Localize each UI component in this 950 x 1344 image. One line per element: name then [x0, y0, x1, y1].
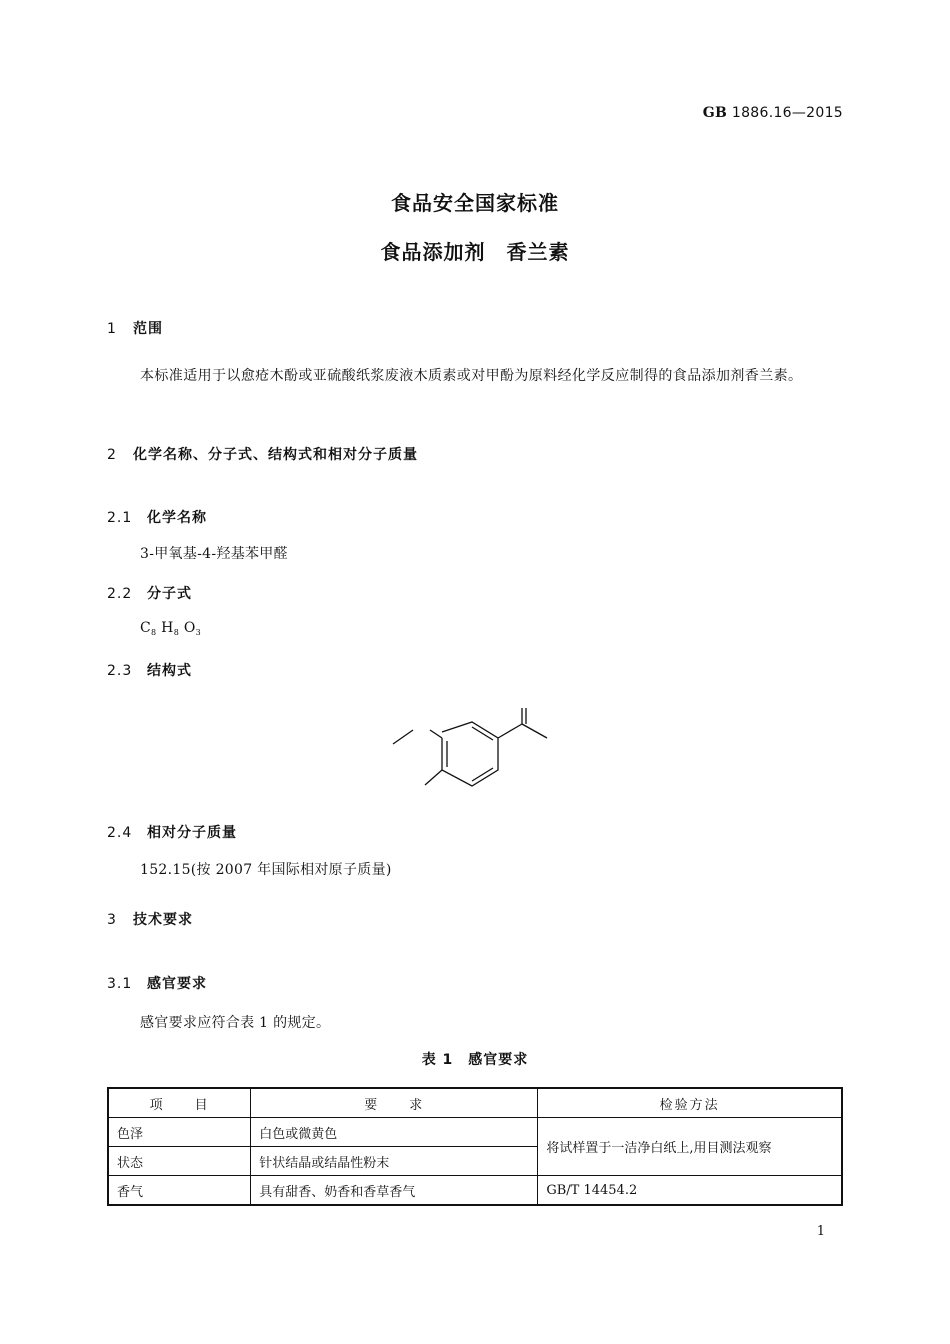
standard-prefix: GB [702, 105, 728, 121]
section-number: 2.3 [107, 663, 133, 679]
formula-subscript: 8 [151, 628, 157, 637]
sensory-requirements-table [107, 1087, 843, 1206]
table-cell-item: 色泽 [108, 1118, 251, 1147]
table-header-cell: 检验方法 [538, 1088, 842, 1118]
section-title: 感官要求 [147, 976, 207, 992]
section-title: 范围 [133, 321, 163, 337]
table-cell-item: 状态 [108, 1147, 251, 1176]
table-row [108, 1176, 842, 1206]
formula-subscript: 3 [195, 628, 202, 637]
table-cell-requirement: 白色或微黄色 [251, 1118, 538, 1147]
section-3-1-heading [107, 973, 207, 993]
section-title: 化学名称 [147, 510, 207, 526]
section-number: 2.4 [107, 825, 133, 841]
table-cell-requirement: 具有甜香、奶香和香草香气 [251, 1176, 538, 1206]
section-title: 相对分子质量 [147, 825, 237, 841]
molecular-formula [140, 620, 201, 637]
section-title: 技术要求 [133, 912, 193, 928]
formula-element: C [140, 620, 152, 636]
sensory-requirement-text: 感官要求应符合表 1 的规定。 [140, 1015, 331, 1031]
document-subtitle: 食品添加剂 香兰素 [380, 240, 570, 264]
table-row [108, 1118, 842, 1147]
section-title: 分子式 [147, 586, 192, 602]
chemical-name: 3-甲氧基-4-羟基苯甲醛 [140, 546, 288, 562]
section-2-1-heading [107, 507, 207, 527]
benzene-ring [442, 722, 498, 786]
table-header-row [108, 1088, 842, 1118]
formula-subscript: 8 [173, 628, 180, 637]
section-number: 1 [107, 321, 117, 337]
molecular-weight: 152.15(按 2007 年国际相对原子质量) [140, 862, 392, 878]
section-number: 3 [107, 912, 117, 928]
vanillin-structure-diagram [380, 690, 580, 810]
table-cell-method: 将试样置于一洁净白纸上,用目测法观察 [538, 1118, 842, 1176]
section-3-heading [107, 909, 193, 929]
section-title: 化学名称、分子式、结构式和相对分子质量 [133, 447, 418, 463]
section-2-3-heading [107, 660, 192, 680]
page-number: 1 [816, 1224, 825, 1239]
section-2-2-heading [107, 583, 192, 603]
section-2-heading [107, 444, 418, 464]
aldehyde-bond [498, 724, 522, 738]
table-cell-item: 香气 [108, 1176, 251, 1206]
table-cell-requirement: 针状结晶或结晶性粉末 [251, 1147, 538, 1176]
table-header-cell: 项 目 [108, 1088, 251, 1118]
methoxy-bond [430, 730, 442, 738]
section-number: 2.1 [107, 510, 133, 526]
standard-number: 1886.16—2015 [731, 105, 843, 121]
formula-element: O [183, 620, 196, 636]
formula-element: H [161, 620, 174, 636]
hydroxyl-bond [425, 770, 442, 785]
section-number: 2.2 [107, 586, 133, 602]
document-title: 食品安全国家标准 [391, 191, 559, 215]
table-header-cell: 要 求 [251, 1088, 538, 1118]
standard-code [703, 105, 843, 121]
section-title: 结构式 [147, 663, 192, 679]
section-number: 2 [107, 447, 117, 463]
section-number: 3.1 [107, 976, 133, 992]
scope-paragraph: 本标准适用于以愈疮木酚或亚硫酸纸浆废液木质素或对甲酚为原料经化学反应制得的食品添加剂香兰素。 [140, 368, 803, 384]
table-cell-method: GB/T 14454.2 [538, 1176, 842, 1206]
table-caption: 表 1 感官要求 [421, 1052, 529, 1068]
section-2-4-heading [107, 822, 237, 842]
section-1-heading [107, 318, 163, 338]
